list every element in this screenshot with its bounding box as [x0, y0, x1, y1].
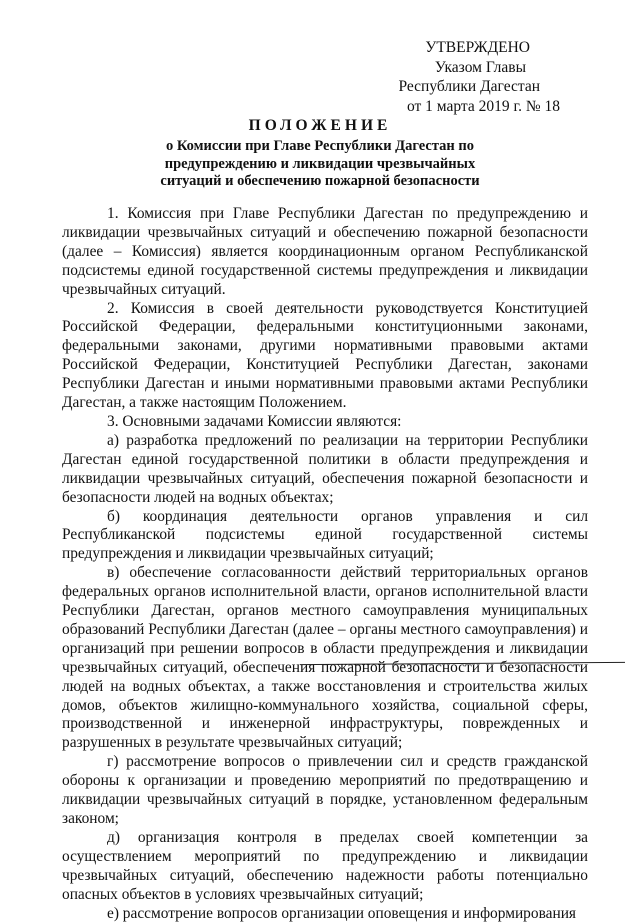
subtitle-line: ситуаций и обеспечению пожарной безопасности [160, 173, 480, 189]
document-title: ПОЛОЖЕНИЕ [248, 117, 392, 134]
subtitle-line: о Комиссии при Главе Республики Дагестан по [166, 138, 474, 154]
paragraph-3g: г) рассмотрение вопросов о привлечении сил и средств гражданской обороны к организации и проведению мероприятий по предотвращению и ликвидации чрезвычайных ситуаций в порядке, установленном федеральным законом; [62, 753, 588, 827]
approval-line: Республики Дагестан [398, 78, 540, 95]
paragraph-1: 1. Комиссия при Главе Республики Дагестан по предупреждению и ликвидации чрезвычайных ситуаций и обеспечению пожарной безопасности (далее – Комиссия) является координационным органом Республиканской подсистемы единой государственной системы предупреждения и ликвидации чрезвычайных ситуаций. [62, 205, 588, 298]
paragraph-3a: а) разработка предложений по реализации на территории Республики Дагестан единой государственной политики в области предупреждения и ликвидации чрезвычайных ситуаций, обеспечения пожарной безопасности и безопасности людей на водных объектах; [62, 431, 588, 506]
approval-block [398, 38, 560, 116]
paragraph-3: 3. Основными задачами Комиссии являются: [107, 412, 402, 430]
paragraph-3d: д) организация контроля в пределах своей компетенции за осуществлением мероприятий по предупреждению и ликвидации чрезвычайных ситуаций, обеспечению надежности работы потенциально опасных объектов в условиях чрезвычайных ситуаций; [62, 828, 588, 903]
paragraph-3e: е) рассмотрение вопросов организации оповещения и информирования [107, 904, 577, 922]
paragraph-3b: б) координация деятельности органов управления и сил Республиканской подсистемы единой государственной системы предупреждения и ликвидации чрезвычайных ситуаций; [62, 507, 588, 563]
document-subtitle [0, 138, 640, 191]
paragraph-2: 2. Комиссия в своей деятельности руководствуется Конституцией Российской Федерации, федеральными конституционными законами, федеральными законами, другими нормативными правовыми актами Российской Федерации, Конституцией Республики Дагестан, законами Республики Дагестан и иными нормативными правовыми актами Республики Дагестан, а также настоящим Положением. [62, 299, 588, 412]
subtitle-line: предупреждению и ликвидации чрезвычайных [164, 155, 476, 172]
document-body [62, 205, 588, 923]
approval-line: Указом Главы [434, 58, 526, 76]
approval-line: УТВЕРЖДЕНО [425, 39, 530, 56]
approval-line: от 1 марта 2019 г. № 18 [406, 97, 560, 115]
paragraph-3v: в) обеспечение согласованности действий территориальных органов федеральных органов исполнительной власти, органов исполнительной власти Республики Дагестан, органов местного самоуправления муниципальных образований Республики Дагестан (далее – органы местного самоуправления) и организаций при решении вопросов в области предупреждения и ликвидации чрезвычайных ситуаций, обеспечения пожарной безопасности и безопасности людей на водных объектах, а также восстановления и строительства жилых домов, объектов жилищно-коммунального хозяйства, социальной сферы, производственной и инженерной инфраструктуры, поврежденных и разрушенных в результате чрезвычайных ситуаций; [62, 564, 588, 752]
